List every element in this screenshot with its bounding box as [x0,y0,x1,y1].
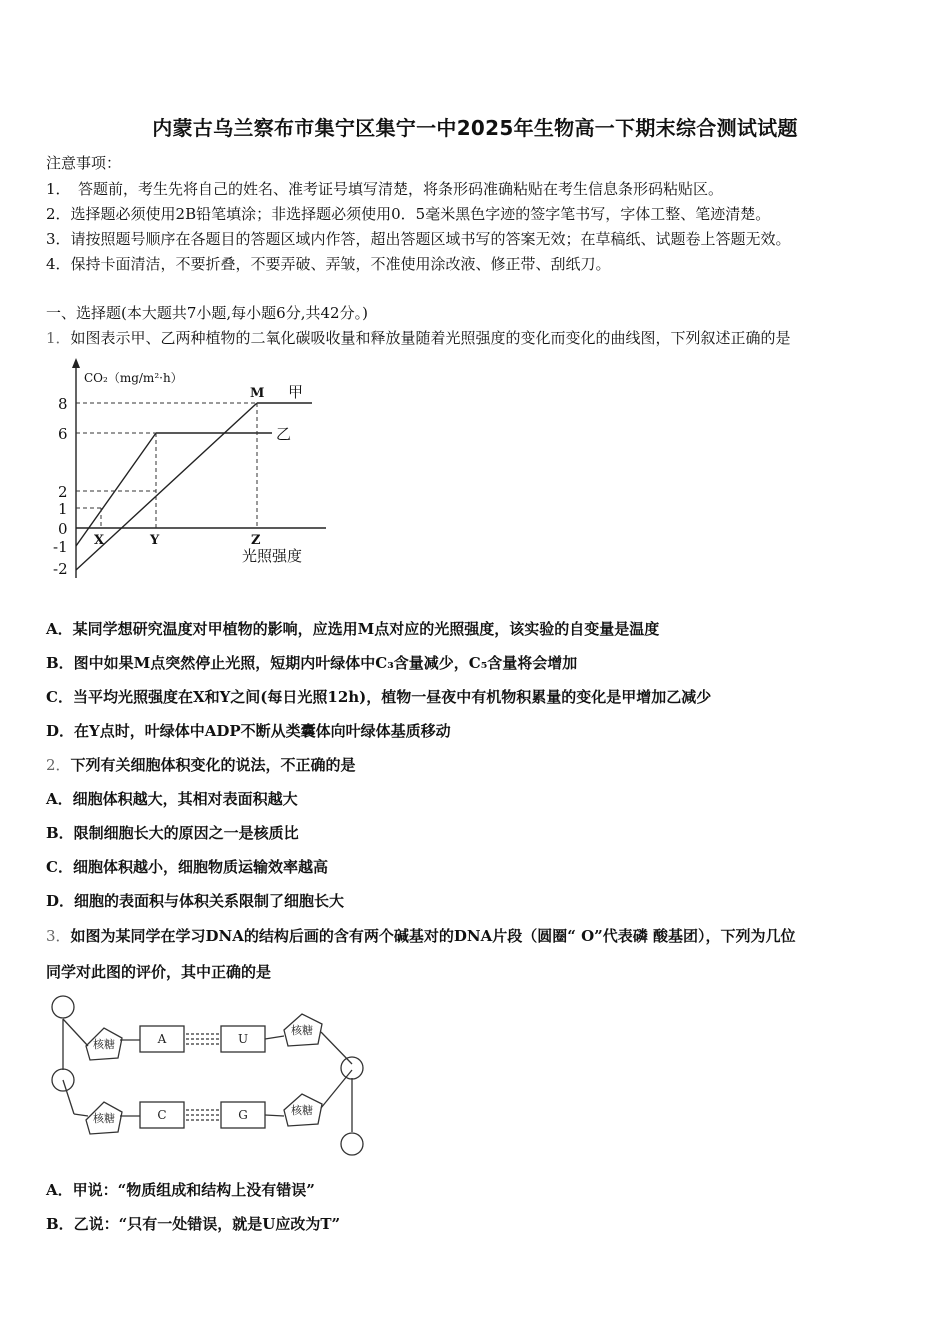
question-number: 3． [46,927,71,945]
y-tick-label: 0 [58,520,68,538]
phosphate-circle [341,1133,363,1155]
y-tick-label: 6 [58,425,68,443]
q2-option-d: D．细胞的表面积与体积关系限制了细胞长大 [46,892,345,910]
y-tick-label: 1 [58,500,68,518]
y-axis-arrow [72,358,80,368]
x-tick-label: Y [150,533,160,548]
q1-option-c: C．当平均光照强度在X和Y之间(每日光照12h)，植物一昼夜中有机物积累量的变化是甲增加乙减少 [46,688,712,706]
x-tick-label: X [94,533,105,548]
base-label: U [237,1032,249,1046]
x-tick-label: Z [251,533,261,548]
q3-option-a: A．甲说：“物质组成和结构上没有错误” [46,1181,315,1199]
question-number: 1． [46,329,71,347]
base-label: G [238,1108,248,1122]
y-tick-label: 2 [58,483,68,501]
notice-item-3: 3．请按照题号顺序在各题目的答题区域内作答，超出答题区域书写的答案无效；在草稿纸、试题卷上答题无效。 [46,230,791,248]
section-heading: 一、选择题(本大题共7小题,每小题6分,共42分。) [46,304,368,322]
question-3-stem-cont: 同学对此图的评价，其中正确的是 [46,963,272,981]
q1-option-d: D．在Y点时，叶绿体中ADP不断从类囊体向叶绿体基质移动 [46,722,451,740]
question-text: 如图表示甲、乙两种植物的二氧化碳吸收量和释放量随着光照强度的变化而变化的曲线图，下列叙述正确的是 [70,329,791,347]
co2-light-graph [44,356,344,586]
sugar-label: 核糖 [93,1112,115,1125]
notice-item-1: 1． 答题前，考生先将自己的姓名、准考证号填写清楚，将条形码准确粘贴在考生信息条形码粘贴区。 [46,180,724,198]
q1-option-b: B．图中如果M点突然停止光照，短期内叶绿体中C₃含量减少，C₅含量将会增加 [46,654,578,672]
axis-y-label: CO₂（mg/m²·h） [84,371,183,385]
series-line-yi [76,433,156,546]
y-tick-label: 8 [58,395,68,413]
question-2-stem [46,754,356,775]
page-title: 内蒙古乌兰察布市集宁区集宁一中2025年生物高一下期末综合测试试题 [152,116,798,140]
question-1-stem [46,327,791,348]
q3-option-b: B．乙说：“只有一处错误，就是U应改为T” [46,1215,341,1233]
sugar-label: 核糖 [93,1038,115,1051]
y-tick-label: -2 [53,560,68,578]
q1-option-a: A．某同学想研究温度对甲植物的影响，应选用M点对应的光照强度，该实验的自变量是温度 [46,620,660,638]
axis-x-label: 光照强度 [242,547,303,565]
notice-heading: 注意事项： [46,154,122,172]
dna-fragment-diagram [46,992,376,1162]
phosphate-circle [341,1057,363,1079]
y-tick-label: -1 [53,538,68,556]
q2-option-c: C．细胞体积越小，细胞物质运输效率越高 [46,858,328,876]
series-label-jia: 甲 [288,383,304,401]
sugar-label: 核糖 [291,1104,313,1117]
question-text: 下列有关细胞体积变化的说法，不正确的是 [70,756,356,774]
phosphate-circle [52,996,74,1018]
notice-item-2: 2．选择题必须使用2B铅笔填涂；非选择题必须使用0．5毫米黑色字迹的签字笔书写，字体工整、笔迹清楚。 [46,205,771,223]
base-label: C [157,1108,167,1122]
question-number: 2． [46,756,71,774]
sugar-label: 核糖 [291,1024,313,1037]
notice-item-4: 4．保持卡面清洁，不要折叠，不要弄破、弄皱，不准使用涂改液、修正带、刮纸刀。 [46,255,611,273]
question-3-stem [46,925,796,946]
series-label-yi: 乙 [276,425,292,443]
point-label-m: M [250,386,265,401]
base-label: A [157,1032,167,1046]
q2-option-a: A．细胞体积越大，其相对表面积越大 [46,790,298,808]
question-text: 如图为某同学在学习DNA的结构后画的含有两个碱基对的DNA片段（圆圈“ O”代表磷 酸基团），下列为几位 [70,927,796,945]
q2-option-b: B．限制细胞长大的原因之一是核质比 [46,824,299,842]
